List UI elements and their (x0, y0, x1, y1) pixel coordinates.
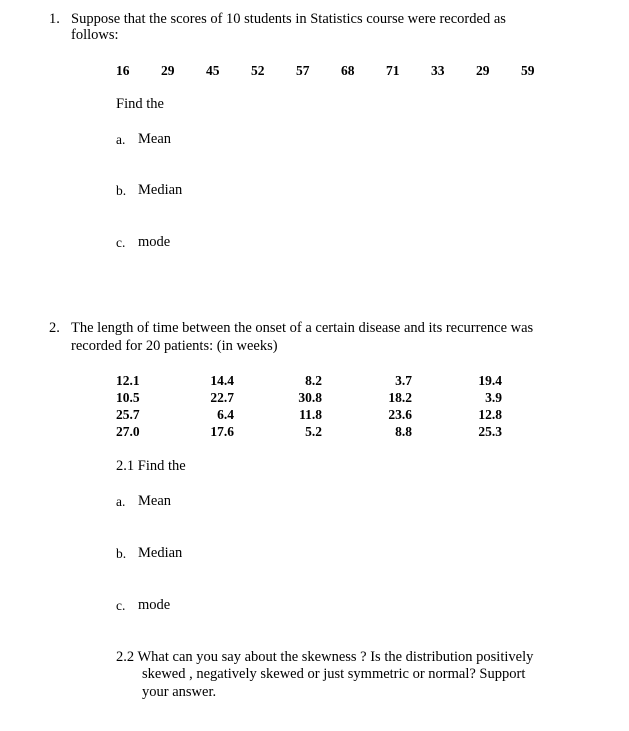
score-value: 68 (341, 63, 355, 78)
data-cell: 10.5 (116, 390, 140, 405)
q2-2-line1: 2.2 What can you say about the skewness ? Is the distribution positively (116, 649, 534, 665)
q2-item-mode: mode (138, 597, 171, 613)
q1-number: 1. (49, 11, 60, 27)
q1-item-letter-a: a. (116, 132, 126, 147)
q2-number: 2. (49, 320, 60, 336)
q2-item-median: Median (138, 545, 183, 561)
score-value: 29 (161, 63, 175, 78)
data-cell: 30.8 (298, 390, 322, 405)
q2-2-line2: skewed , negatively skewed or just symmetric or normal? Support (142, 666, 526, 682)
score-value: 33 (431, 63, 445, 78)
q2-item-letter-c: c. (116, 598, 126, 613)
q2-item-letter-a: a. (116, 494, 126, 509)
q1-item-letter-c: c. (116, 235, 126, 250)
data-cell: 18.2 (388, 390, 412, 405)
score-value: 45 (206, 63, 220, 78)
q2-text-line1: The length of time between the onset of a certain disease and its recurrence was (71, 320, 534, 336)
q1-item-median: Median (138, 182, 183, 198)
data-cell: 12.1 (116, 373, 140, 388)
data-cell: 19.4 (478, 373, 502, 388)
data-cell: 8.2 (305, 373, 322, 388)
q2-1-find-the: 2.1 Find the (116, 458, 186, 474)
score-value: 57 (296, 63, 310, 78)
data-cell: 25.3 (478, 424, 502, 439)
q1-item-letter-b: b. (116, 183, 127, 198)
data-cell: 17.6 (210, 424, 234, 439)
score-value: 29 (476, 63, 490, 78)
data-cell: 11.8 (299, 407, 322, 422)
score-value: 59 (521, 63, 535, 78)
data-cell: 27.0 (116, 424, 140, 439)
data-cell: 25.7 (116, 407, 140, 422)
data-cell: 8.8 (395, 424, 412, 439)
data-cell: 12.8 (478, 407, 502, 422)
q2-item-letter-b: b. (116, 546, 127, 561)
data-cell: 6.4 (217, 407, 234, 422)
q2-item-mean: Mean (138, 493, 172, 509)
q1-item-mode: mode (138, 234, 171, 250)
data-cell: 22.7 (210, 390, 234, 405)
data-cell: 3.9 (485, 390, 502, 405)
data-cell: 14.4 (210, 373, 234, 388)
q1-text-line2: follows: (71, 27, 119, 43)
q1-text-line1: Suppose that the scores of 10 students in Statistics course were recorded as (71, 11, 506, 27)
data-cell: 5.2 (305, 424, 322, 439)
q2-text-line2: recorded for 20 patients: (in weeks) (71, 338, 278, 354)
q2-2-line3: your answer. (142, 684, 217, 700)
q1-find-the: Find the (116, 96, 164, 112)
score-value: 16 (116, 63, 130, 78)
score-value: 71 (386, 63, 400, 78)
score-value: 52 (251, 63, 265, 78)
data-cell: 23.6 (388, 407, 412, 422)
data-cell: 3.7 (395, 373, 412, 388)
q1-item-mean: Mean (138, 131, 172, 147)
